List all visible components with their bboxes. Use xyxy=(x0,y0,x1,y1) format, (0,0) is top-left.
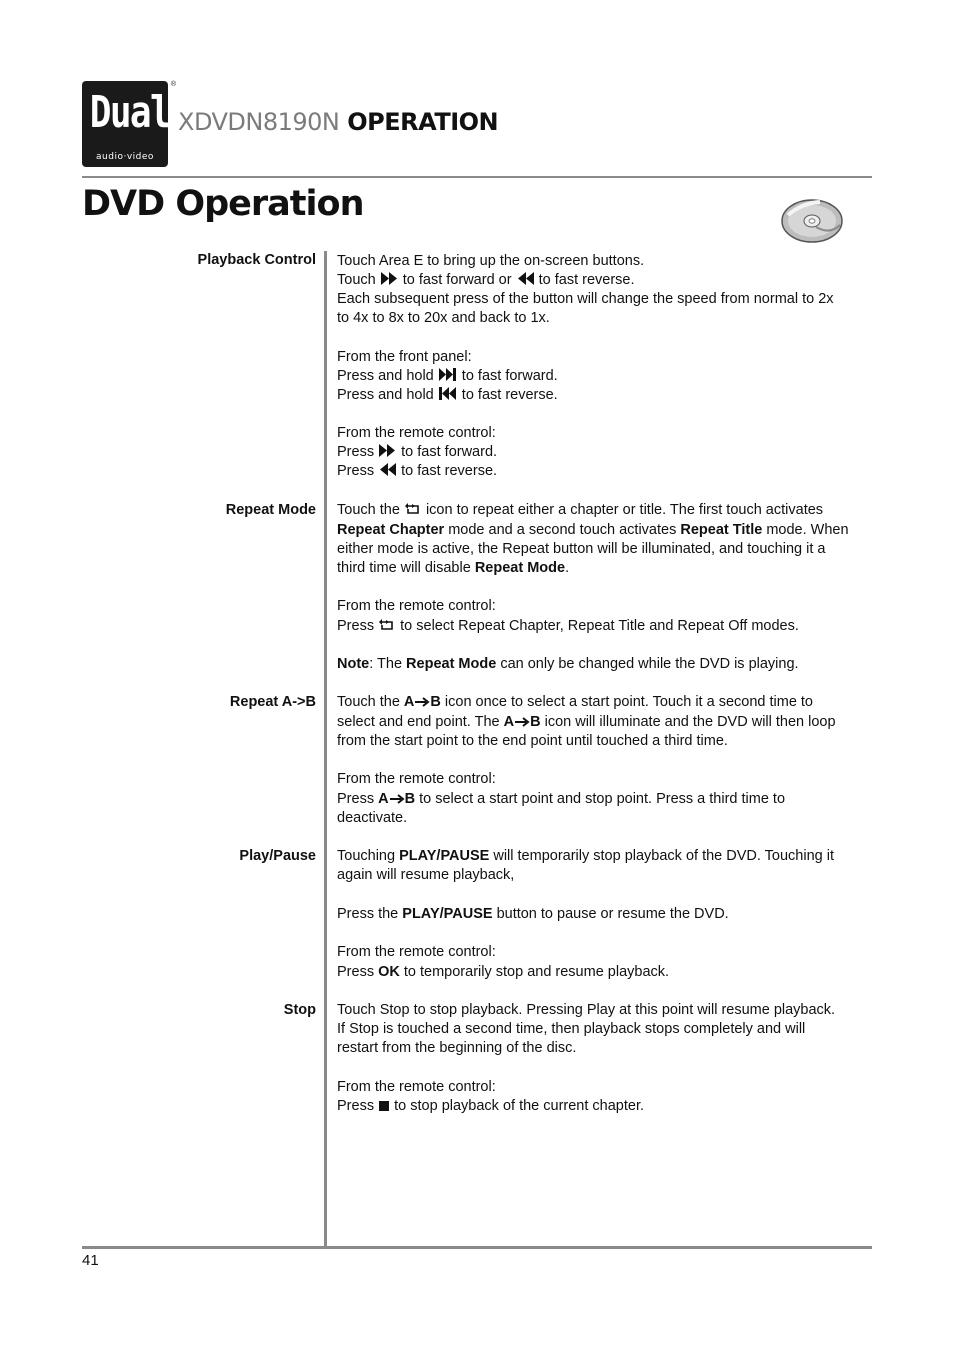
repeat-line-1a: Touch the xyxy=(337,502,400,518)
repeat-line-5: From the remote control: xyxy=(337,598,496,614)
play-line-1a: Touching xyxy=(337,848,396,864)
repeat-line-2d: mode. When xyxy=(766,522,849,538)
page-number: 41 xyxy=(82,1252,99,1269)
play-line-3 xyxy=(337,905,729,924)
playback-line-5: From the front panel: xyxy=(337,349,472,365)
arrow-right-icon xyxy=(514,716,530,728)
playback-line-7b: to fast reverse. xyxy=(461,387,558,403)
repeat-note-c: Repeat Mode xyxy=(406,656,497,672)
playback-line-1: Touch Area E to bring up the on-screen buttons. xyxy=(337,253,645,269)
playback-line-2c: to fast reverse. xyxy=(538,272,635,288)
ab-line-5 xyxy=(337,790,785,809)
section-name: OPERATION xyxy=(347,108,499,136)
header-title xyxy=(178,108,498,136)
ab-line-1a: Touch the xyxy=(337,694,400,710)
repeat-line-6b: to select Repeat Chapter, Repeat Title and Repeat Off modes. xyxy=(400,618,799,634)
playback-line-2a: Touch xyxy=(337,272,376,288)
ab-line-3: from the start point to the end point until touched a third time. xyxy=(337,733,728,749)
playback-line-9a: Press xyxy=(337,444,375,460)
label-playback-control: Playback Control xyxy=(197,252,316,268)
ab-line-2 xyxy=(337,713,836,732)
play-line-1c: will temporarily stop playback of the DVD. Touching it xyxy=(493,848,834,864)
play-line-1 xyxy=(337,847,834,866)
play-line-3c: button to pause or resume the DVD. xyxy=(496,906,729,922)
playback-line-8: From the remote control: xyxy=(337,425,496,441)
play-line-5 xyxy=(337,963,669,982)
disc-icon xyxy=(780,197,844,245)
playback-line-4: to 4x to 8x to 20x and back to 1x. xyxy=(337,310,550,326)
repeat-line-2b: mode and a second touch activates xyxy=(448,522,677,538)
repeat-line-4 xyxy=(337,559,569,578)
repeat-note-b: : The xyxy=(369,656,403,672)
play-line-3b: PLAY/PAUSE xyxy=(402,906,493,922)
playback-line-6a: Press and hold xyxy=(337,368,434,384)
repeat-line-4a: third time will disable xyxy=(337,560,471,576)
playback-line-10b: to fast reverse. xyxy=(401,463,498,479)
repeat-icon xyxy=(378,618,396,632)
stop-line-5 xyxy=(337,1097,644,1116)
label-repeat-ab: Repeat A->B xyxy=(229,694,316,710)
playback-line-7 xyxy=(337,386,558,405)
play-line-3a: Press the xyxy=(337,906,399,922)
ab-line-1 xyxy=(337,693,813,712)
repeat-line-6a: Press xyxy=(337,618,375,634)
repeat-line-4b: Repeat Mode xyxy=(474,560,566,576)
playback-line-2b: to fast forward or xyxy=(402,272,512,288)
repeat-line-3: either mode is active, the Repeat button will be illuminated, and touching it a xyxy=(337,541,826,557)
fast-reverse-icon xyxy=(378,462,397,477)
skip-back-icon xyxy=(438,386,458,401)
repeat-icon xyxy=(404,502,422,516)
model-number: XDVDN8190N xyxy=(178,108,340,136)
repeat-note xyxy=(337,655,799,674)
ab-a: A xyxy=(403,694,415,710)
play-line-5b: OK xyxy=(378,964,400,980)
stop-line-1: Touch Stop to stop playback. Pressing Play at this point will resume playback. xyxy=(337,1002,836,1018)
stop-line-4: From the remote control: xyxy=(337,1079,496,1095)
repeat-line-6 xyxy=(337,617,799,636)
playback-line-3: Each subsequent press of the button will change the speed from normal to 2x xyxy=(337,291,834,307)
ab-a: A xyxy=(378,791,389,807)
fast-forward-icon xyxy=(380,271,399,286)
bottom-rule xyxy=(82,1246,872,1249)
play-line-5a: Press xyxy=(337,964,375,980)
play-line-4: From the remote control: xyxy=(337,944,496,960)
repeat-line-2c: Repeat Title xyxy=(680,522,763,538)
ab-line-5a: Press xyxy=(337,791,375,807)
label-stop: Stop xyxy=(283,1002,316,1018)
column-divider xyxy=(324,251,327,1247)
playback-line-7a: Press and hold xyxy=(337,387,434,403)
playback-line-6 xyxy=(337,367,558,386)
playback-line-9b: to fast forward. xyxy=(401,444,498,460)
repeat-note-d: can only be changed while the DVD is playing. xyxy=(500,656,799,672)
ab-line-6: deactivate. xyxy=(337,810,408,826)
playback-line-2 xyxy=(337,271,635,290)
repeat-line-2a: Repeat Chapter xyxy=(337,522,445,538)
playback-line-10 xyxy=(337,462,497,481)
label-repeat-mode: Repeat Mode xyxy=(225,502,316,518)
ab-b: B xyxy=(430,694,441,710)
brand-name: Dual xyxy=(89,87,171,138)
stop-square-icon xyxy=(378,1100,390,1112)
arrow-right-icon xyxy=(414,696,430,708)
playback-line-9 xyxy=(337,443,497,462)
ab-a: A xyxy=(503,714,515,730)
arrow-right-icon xyxy=(389,793,405,805)
page-title: DVD Operation xyxy=(82,184,364,224)
play-line-1b: PLAY/PAUSE xyxy=(399,848,490,864)
playback-line-10a: Press xyxy=(337,463,375,479)
ab-line-1b: icon once to select a start point. Touch it a second time to xyxy=(444,694,814,710)
ab-line-2b: icon will illuminate and the DVD will then loop xyxy=(544,714,836,730)
repeat-line-1 xyxy=(337,501,823,520)
fast-reverse-icon xyxy=(516,271,535,286)
stop-line-5b: to stop playback of the current chapter. xyxy=(394,1098,645,1114)
label-play-pause: Play/Pause xyxy=(239,848,316,864)
ab-line-2a: select and end point. The xyxy=(337,714,500,730)
registered-mark: ® xyxy=(170,81,176,88)
ab-line-5b: to select a start point and stop point. Press a third time to xyxy=(419,791,786,807)
fast-forward-icon xyxy=(378,443,397,458)
repeat-line-2 xyxy=(337,521,849,540)
repeat-note-label: Note xyxy=(337,656,370,672)
stop-line-3: restart from the beginning of the disc. xyxy=(337,1040,577,1056)
ab-b: B xyxy=(530,714,541,730)
repeat-line-4c: . xyxy=(565,560,570,576)
ab-line-4: From the remote control: xyxy=(337,771,496,787)
stop-line-2: If Stop is touched a second time, then playback stops completely and will xyxy=(337,1021,806,1037)
playback-line-6b: to fast forward. xyxy=(461,368,558,384)
stop-line-5a: Press xyxy=(337,1098,375,1114)
repeat-line-1b: icon to repeat either a chapter or title. The first touch activates xyxy=(425,502,824,518)
play-line-2: again will resume playback, xyxy=(337,867,515,883)
brand-logo xyxy=(82,81,176,167)
skip-forward-icon xyxy=(438,367,458,382)
brand-tagline: audio·video xyxy=(96,152,154,162)
play-line-5c: to temporarily stop and resume playback. xyxy=(403,964,670,980)
top-rule xyxy=(82,176,872,178)
ab-b: B xyxy=(404,791,416,807)
